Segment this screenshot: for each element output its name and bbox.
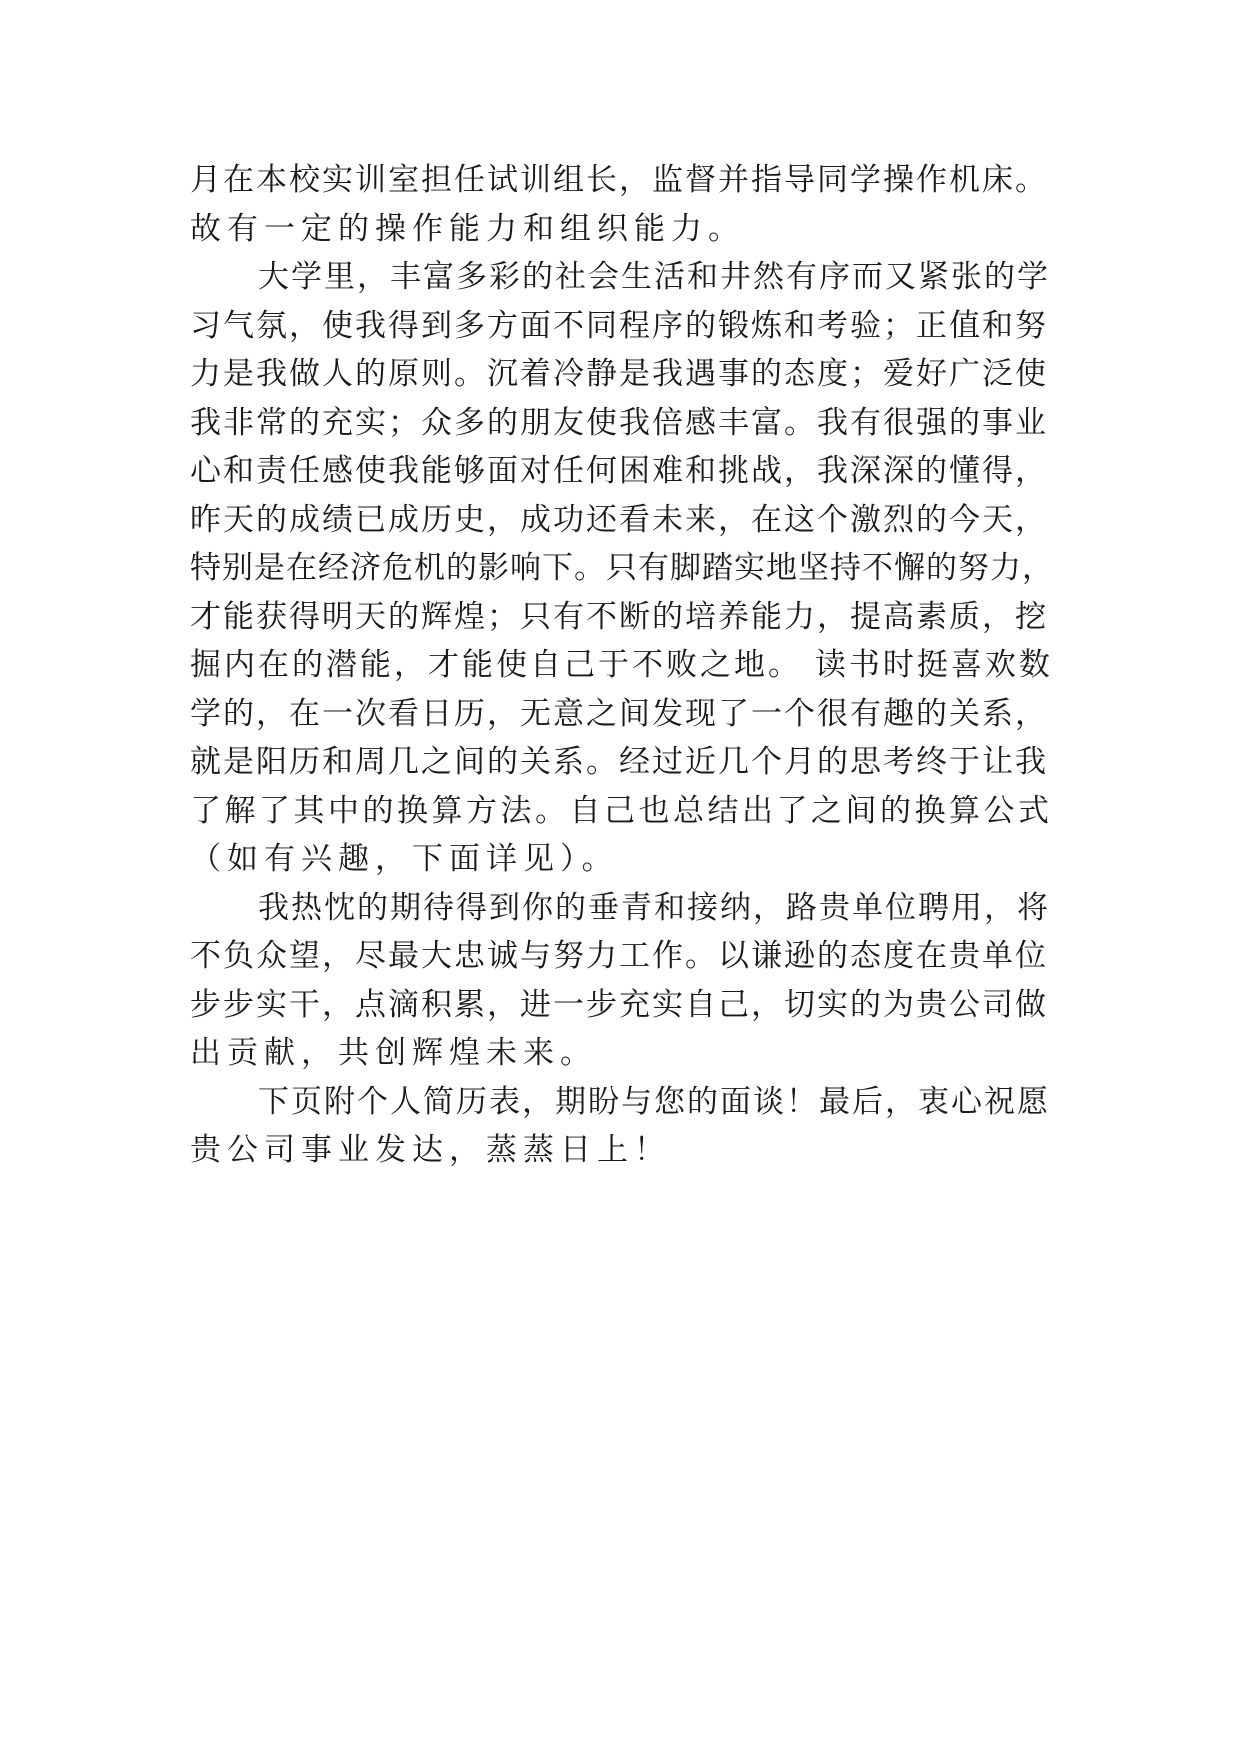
text-line: 贵公司事业发达，蒸蒸日上！: [190, 1132, 671, 1168]
text-line: 不负众望，尽最大忠诚与努力工作。以谦逊的态度在贵单位: [190, 938, 1048, 974]
text-line: 出贡献，共创辉煌未来。: [190, 1035, 597, 1071]
text-line: 月在本校实训室担任试训组长，监督并指导同学操作机床。: [190, 162, 1048, 198]
text-line: 才能获得明天的辉煌；只有不断的培养能力，提高素质，挖: [190, 598, 1048, 635]
text-line: 习气氛，使我得到多方面不同程序的锻炼和考验；正值和努: [190, 307, 1048, 344]
text-line: 就是阳历和周几之间的关系。经过近几个月的思考终于让我: [190, 744, 1048, 780]
letter-body: [190, 156, 1060, 1175]
text-line: 我非常的充实；众多的朋友使我倍感丰富。我有很强的事业: [190, 404, 1048, 441]
text-line: 步步实干，点滴积累，进一步充实自己，切实的为贵公司做: [190, 986, 1048, 1023]
paragraph-start-line: 下页附个人简历表，期盼与您的面谈！最后，衷心祝愿: [258, 1083, 1050, 1120]
paragraph-start-line: 大学里，丰富多彩的社会生活和井然有序而又紧张的学: [258, 259, 1050, 295]
text-line: 学的，在一次看日历，无意之间发现了一个很有趣的关系，: [190, 695, 1048, 732]
text-line: 掘内在的潜能，才能使自己于不败之地。 读书时挺喜欢数: [190, 647, 1053, 683]
text-line: 了解了其中的换算方法。自己也总结出了之间的换算公式: [190, 792, 1053, 829]
text-line: 昨天的成绩已成历史，成功还看未来，在这个激烈的今天，: [190, 501, 1048, 538]
text-line: 特别是在经济危机的影响下。只有脚踏实地坚持不懈的努力，: [190, 550, 1054, 586]
text-line: 力是我做人的原则。沉着冷静是我遇事的态度；爱好广泛使: [190, 356, 1048, 392]
text-line: 故有一定的操作能力和组织能力。: [190, 210, 745, 247]
text-line: （如有兴趣，下面详见）。: [190, 841, 619, 877]
paragraph-start-line: 我热忱的期待得到你的垂青和接纳，路贵单位聘用，将: [258, 889, 1050, 926]
text-line: 心和责任感使我能够面对任何困难和挑战，我深深的懂得，: [190, 453, 1048, 489]
